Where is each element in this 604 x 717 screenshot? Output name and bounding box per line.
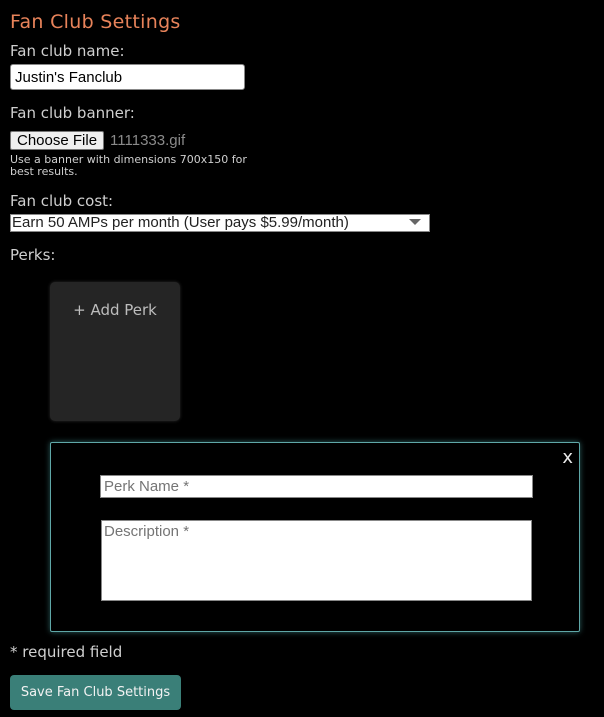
perk-editor-panel [50,442,580,632]
add-perk-label: + Add Perk [73,301,157,319]
page-title: Fan Club Settings [10,11,181,33]
fan-club-cost-selected-value: Earn 50 AMPs per month (User pays $5.99/month) [12,214,349,231]
perk-description-input[interactable] [101,520,532,601]
selected-file-name: 1111333.gif [110,132,186,149]
fan-club-cost-label: Fan club cost: [10,192,114,210]
banner-hint: Use a banner with dimensions 700x150 for best results. [10,153,247,178]
fan-club-name-input[interactable] [10,64,245,90]
perks-label: Perks: [10,246,56,264]
add-perk-button[interactable] [50,282,180,421]
choose-file-button[interactable]: Choose File [10,131,104,150]
close-icon[interactable]: x [562,447,573,468]
fan-club-name-label: Fan club name: [10,42,125,60]
save-fan-club-settings-button[interactable]: Save Fan Club Settings [10,675,181,710]
fan-club-cost-select[interactable] [10,214,430,232]
perk-name-input[interactable] [100,475,533,498]
fan-club-banner-label: Fan club banner: [10,104,135,122]
banner-file-picker [10,131,185,150]
chevron-down-icon [409,219,421,225]
required-field-note: * required field [10,643,123,661]
